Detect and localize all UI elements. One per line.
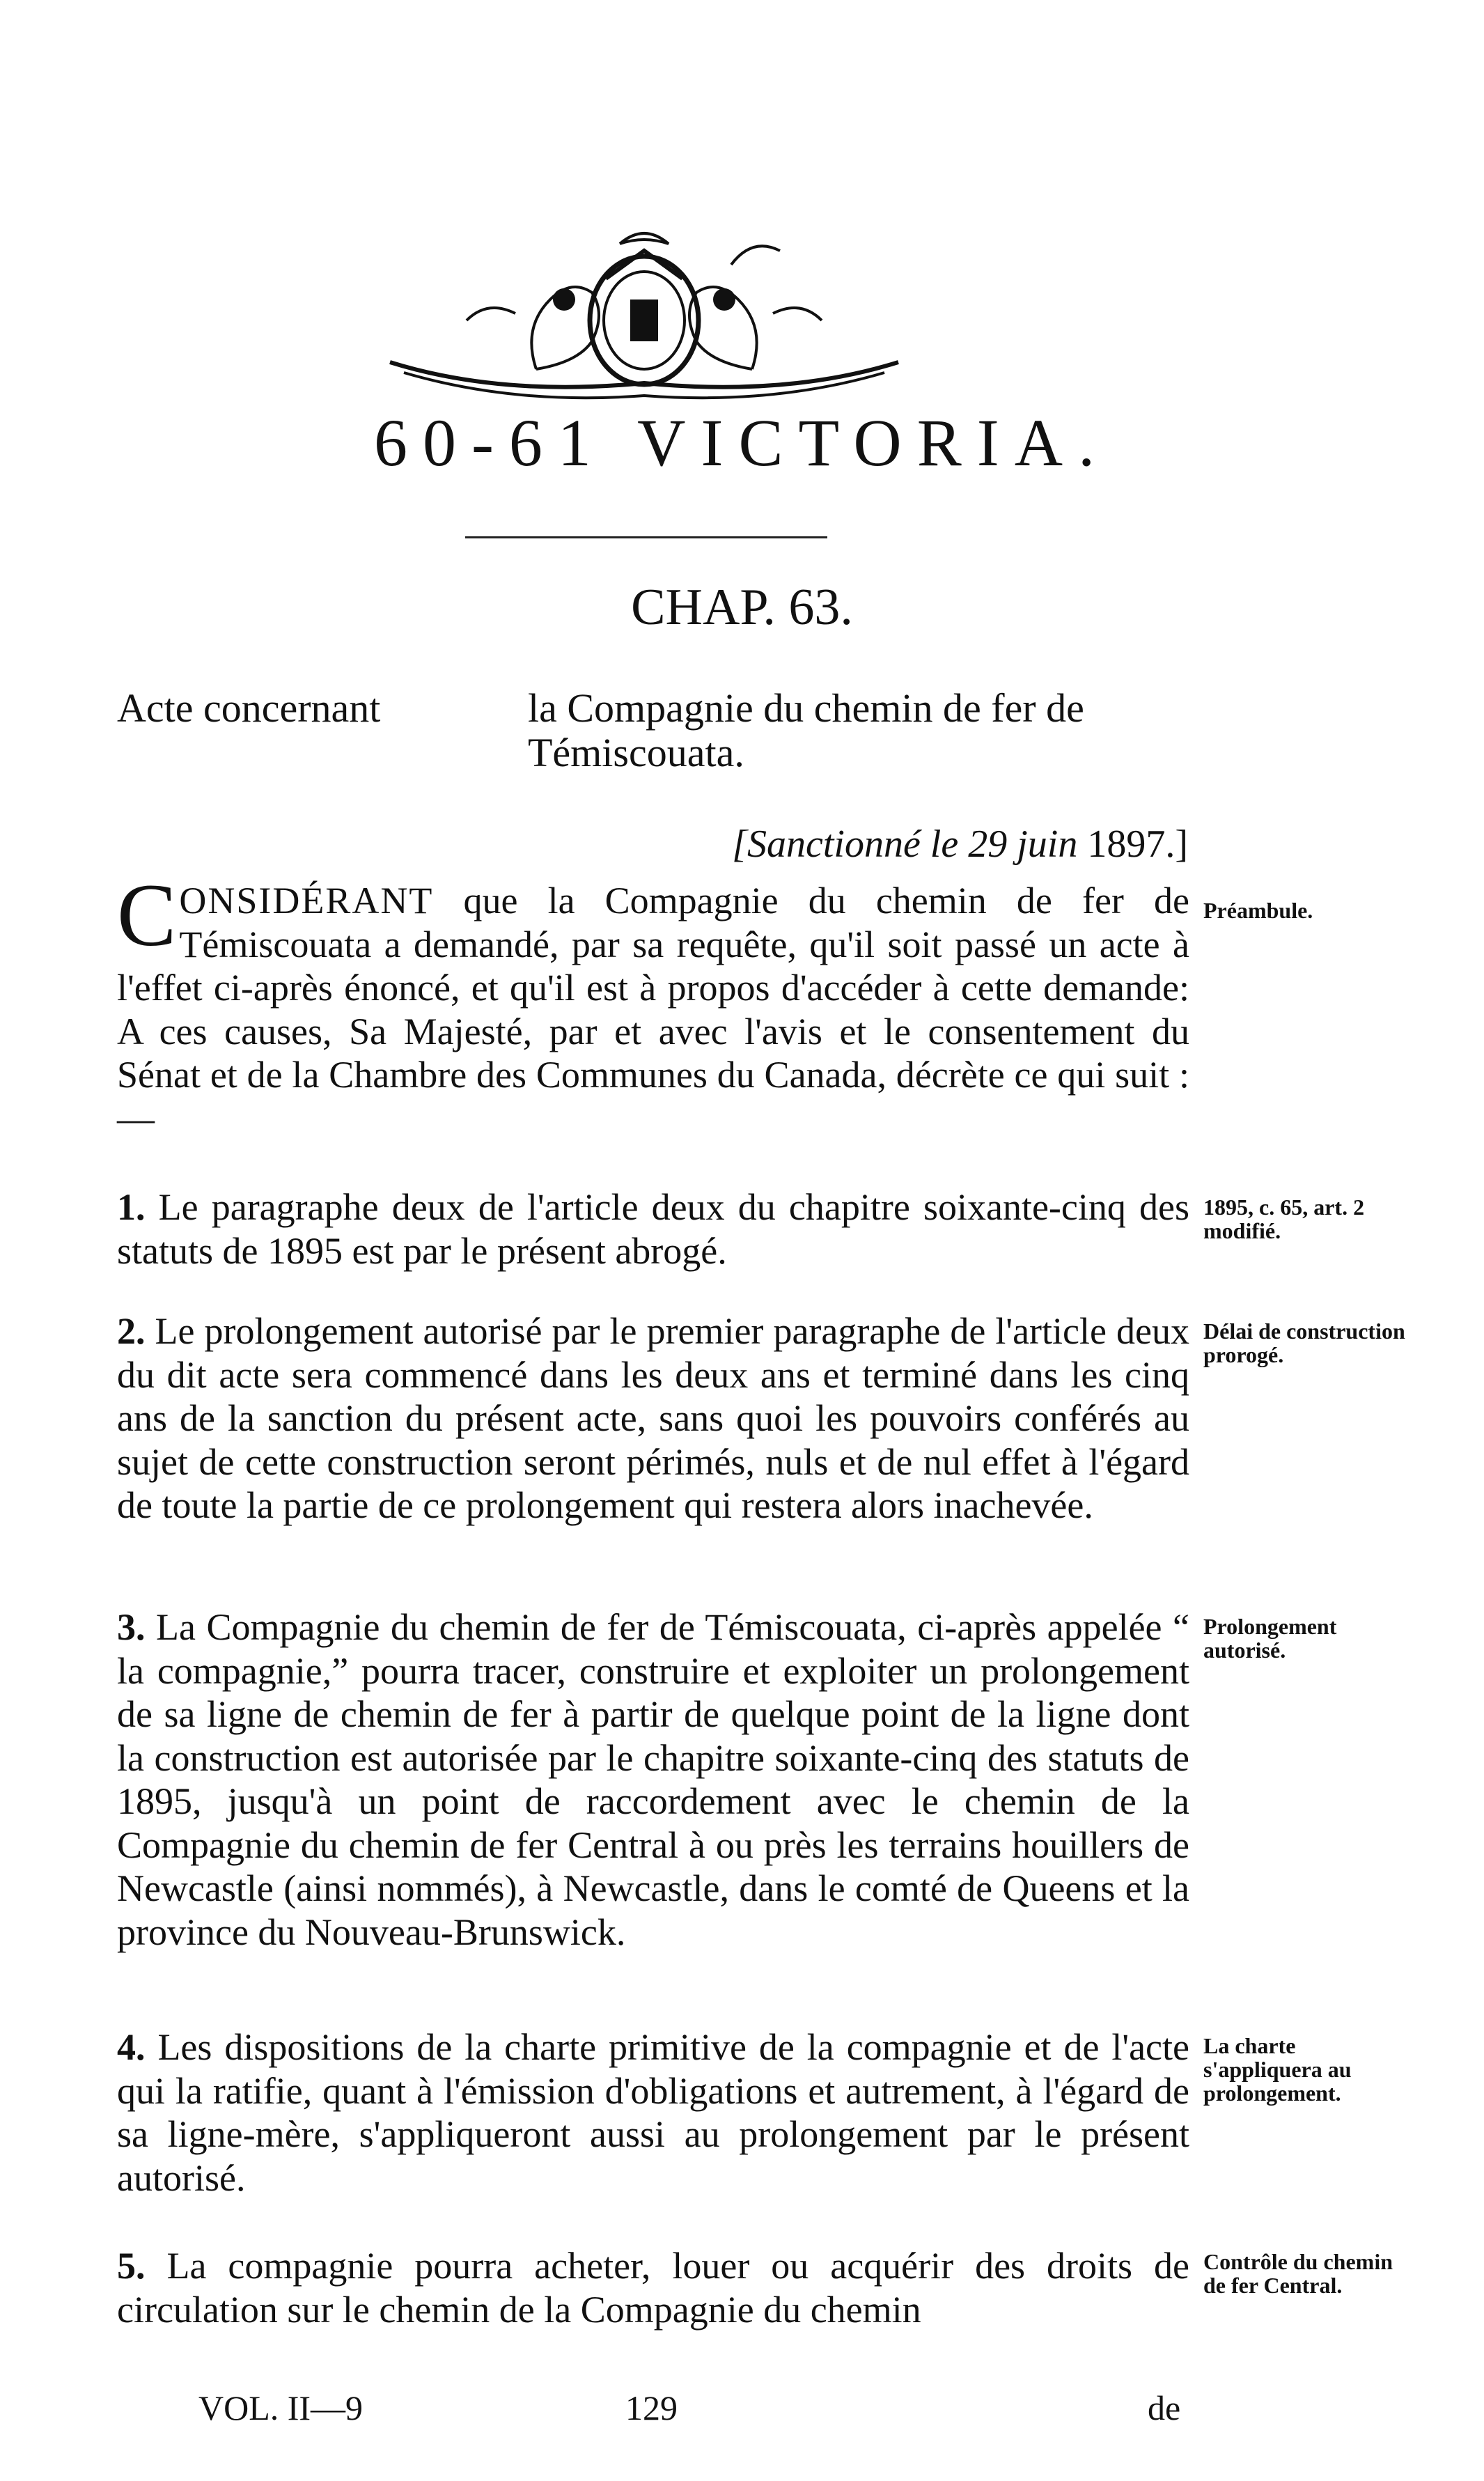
margin-note-3: Prolongement autorisé. [1203,1614,1337,1663]
section-1 [117,1185,1189,1273]
section-text: Le paragraphe deux de l'article deux du chapitre soixante-cinq des statuts de 1895 est par le présent abrogé. [117,1186,1189,1272]
preamble-first-word: ONSIDÉRANT [179,880,434,921]
act-title-prefix: Acte concernant [117,685,381,731]
drop-cap: C [117,866,177,965]
section-number: 2. [117,1310,146,1352]
section-text: La compagnie pourra acheter, louer ou acquérir des droits de circulation sur le chemin de la Compagnie du chemin [117,2245,1189,2331]
section-3 [117,1605,1189,1954]
margin-note-4: La charte s'appliquera au prolongement. [1203,2033,1352,2106]
section-number: 5. [117,2245,146,2287]
section-number: 4. [117,2026,146,2068]
margin-note-2: Délai de construction prorogé. [1203,1319,1405,1367]
sanction-prefix: [Sanctionné le [732,823,969,866]
footer-volume: VOL. II—9 [198,2388,364,2427]
section-2 [117,1309,1189,1527]
margin-note-5: Contrôle du chemin de fer Central. [1203,2249,1393,2298]
section-number: 3. [117,1606,146,1648]
section-5 [117,2244,1189,2331]
sanction-date [732,822,1188,866]
coat-of-arms-icon [362,223,926,411]
section-4 [117,2025,1189,2200]
chapter-heading: CHAP. 63. [631,579,853,636]
preamble [117,866,1189,1140]
page-title: 60-61 VICTORIA. [373,405,1111,480]
section-number: 1. [117,1186,146,1228]
section-text: Les dispositions de la charte primitive de la compagnie et de l'acte qui la ratifie, quant à l'émission d'obligations et autrement, à l'égard de sa ligne-mère, s'appliqueront aussi au prolongement par le présent autorisé. [117,2026,1189,2199]
sanction-day: 29 juin [968,823,1078,866]
section-text: La Compagnie du chemin de fer de Témiscouata, ci-après appelée “ la compagnie,” pourra tracer, construire et exploiter un prolongement de sa ligne de chemin de fer à partir de quelque point de la ligne dont la construction est autorisée par le chapitre soixante-cinq des statuts de 1895, jusqu'à un point de raccordement avec le chemin de la Compagnie du chemin de fer Central à ou près les terrains houillers de Newcastle (ainsi nommés), à Newcastle, dans le comté de Queens et la province du Nouveau-Brunswick. [117,1606,1189,1953]
act-title-main: la Compagnie du chemin de fer de Témiscouata. [528,685,1084,775]
margin-note-preamble: Préambule. [1203,898,1313,923]
margin-note-1: 1895, c. 65, art. 2 modifié. [1203,1195,1365,1243]
footer-page-number: 129 [625,2388,678,2427]
divider [465,536,827,538]
footer-catchword: de [1148,2388,1181,2427]
sanction-year: 1897.] [1077,823,1188,866]
section-text: Le prolongement autorisé par le premier paragraphe de l'article deux du dit acte sera commencé dans les deux ans et terminé dans les cinq ans de la sanction du présent acte, sans quoi les pouvoirs conférés au sujet de cette construction seront périmés, nuls et de nul effet à l'égard de toute la partie de ce prolongement qui restera alors inachevée. [117,1310,1189,1526]
royal-coat-of-arms [362,223,926,411]
preamble-text: que la Compagnie du chemin de fer de Témiscouata a demandé, par sa requête, qu'il soit passé un acte à l'effet ci-après énoncé, et qu'il est à propos d'accéder à cette demande: A ces causes, Sa Majesté, par et avec l'avis et le consentement du Sénat et de la Chambre des Communes du Canada, décrète ce qui suit : — [117,880,1189,1140]
